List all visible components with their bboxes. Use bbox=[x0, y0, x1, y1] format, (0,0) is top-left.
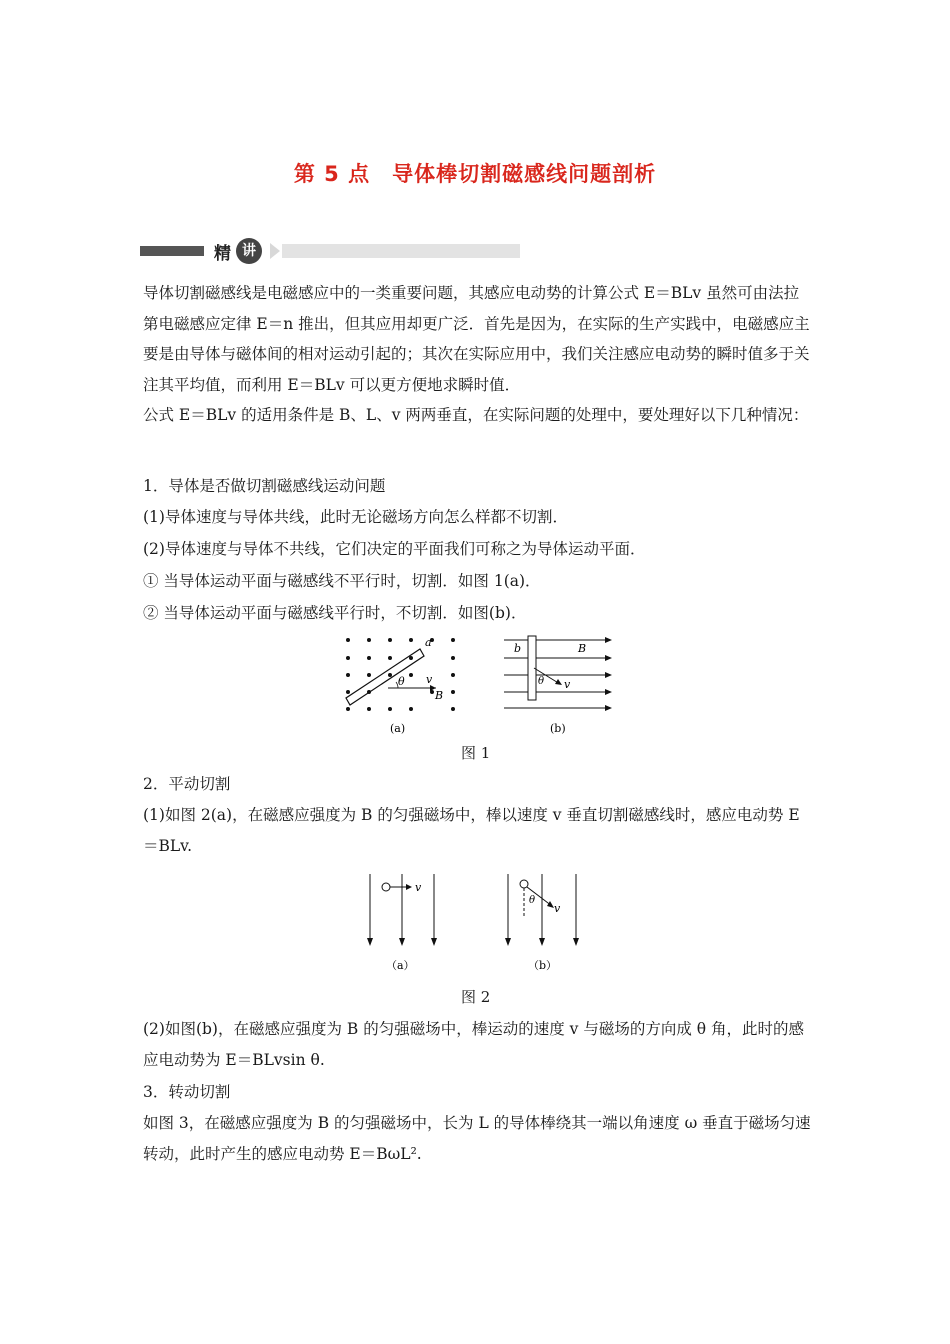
label-v: v bbox=[564, 678, 571, 691]
section1-item-2: (2)导体速度与导体不共线，它们决定的平面我们可称之为导体运动平面． bbox=[143, 540, 646, 558]
label-theta: θ bbox=[398, 675, 405, 688]
figure-1a-sublabel: (a) bbox=[390, 722, 406, 735]
section3-text: 如图 3，在磁感应强度为 B 的匀强磁场中，长为 L 的导体棒绕其一端以角速度 ω 垂直于磁场匀速转动，此时产生的感应电动势 E＝BωL². bbox=[143, 1114, 811, 1163]
label-theta: θ bbox=[529, 895, 536, 906]
label-B: B bbox=[435, 689, 444, 702]
section1-item-3: ① 当导体运动平面与磁感线不平行时，切割．如图 1(a)． bbox=[143, 572, 541, 590]
field-lines bbox=[370, 874, 434, 942]
field-arrowheads bbox=[605, 637, 612, 711]
label-B: B bbox=[578, 642, 587, 655]
banner-circle-label: 讲 bbox=[236, 238, 262, 264]
figure-2b-sublabel: （b） bbox=[528, 959, 558, 972]
intro-paragraph-1: 导体切割磁感线是电磁感应中的一类重要问题，其感应电动势的计算公式 E＝BLv 虽然可由法拉第电磁感应定律 E＝n 推出，但其应用却更广泛．首先是因为，在实际的生产实践中，电磁感应主要是由导体与磁体间的相对运动引起的；其次在实际应用中，我们关注感应电动势的瞬时值多于关注其平均值，而利用 E＝BLv 可以更方便地求瞬时值． bbox=[143, 284, 810, 394]
label-b: b bbox=[514, 642, 522, 655]
rod-cross-section bbox=[520, 880, 528, 888]
field-lines bbox=[508, 874, 576, 942]
section1-item-4: ② 当导体运动平面与磁感线平行时，不切割．如图(b)． bbox=[143, 604, 527, 622]
figure-2a-sublabel: （a） bbox=[386, 959, 415, 972]
field-arrowheads bbox=[367, 938, 437, 946]
velocity-arrowhead bbox=[406, 884, 412, 890]
figure-2a bbox=[360, 872, 450, 976]
page-title: 第 5 点 导体棒切割磁感线问题剖析 bbox=[293, 162, 657, 186]
label-v: v bbox=[554, 902, 561, 915]
figure-1b-sublabel: (b) bbox=[550, 722, 566, 735]
label-v: v bbox=[415, 881, 422, 894]
figure-1a bbox=[338, 632, 468, 738]
intro-paragraph-2: 公式 E＝BLv 的适用条件是 B、L、v 两两垂直，在实际问题的处理中，要处理好以下几种情况： bbox=[143, 406, 809, 424]
section1-item-1: (1)导体速度与导体共线，此时无论磁场方向怎么样都不切割． bbox=[143, 508, 568, 526]
figure-1-caption: 图 1 bbox=[461, 744, 491, 762]
rod-cross-section bbox=[382, 883, 390, 891]
banner-label: 精 bbox=[214, 244, 231, 264]
figure-1b bbox=[500, 632, 618, 738]
label-v: v bbox=[426, 673, 433, 686]
section-banner bbox=[140, 238, 520, 264]
section2-heading: 2．平动切割 bbox=[143, 775, 231, 793]
label-theta: θ bbox=[538, 676, 545, 687]
banner-bar-light bbox=[282, 244, 520, 258]
section2-item-2: (2)如图(b)，在磁感应强度为 B 的匀强磁场中，棒运动的速度 v 与磁场的方向成 θ 角，此时的感应电动势为 E＝BLvsin θ. bbox=[143, 1020, 805, 1069]
label-a: a bbox=[425, 636, 432, 649]
velocity-arrowhead bbox=[547, 901, 554, 908]
banner-bar-dark bbox=[140, 246, 204, 256]
field-arrowheads bbox=[505, 938, 579, 946]
figure-2-caption: 图 2 bbox=[461, 988, 491, 1006]
banner-arrow-icon bbox=[270, 243, 280, 259]
figure-2b bbox=[498, 872, 592, 976]
section2-item-1: (1)如图 2(a)，在磁感应强度为 B 的匀强磁场中，棒以速度 v 垂直切割磁感线时，感应电动势 E＝BLv. bbox=[143, 806, 800, 855]
section1-heading: 1．导体是否做切割磁感线运动问题 bbox=[143, 477, 386, 495]
section3-heading: 3．转动切割 bbox=[143, 1083, 231, 1101]
